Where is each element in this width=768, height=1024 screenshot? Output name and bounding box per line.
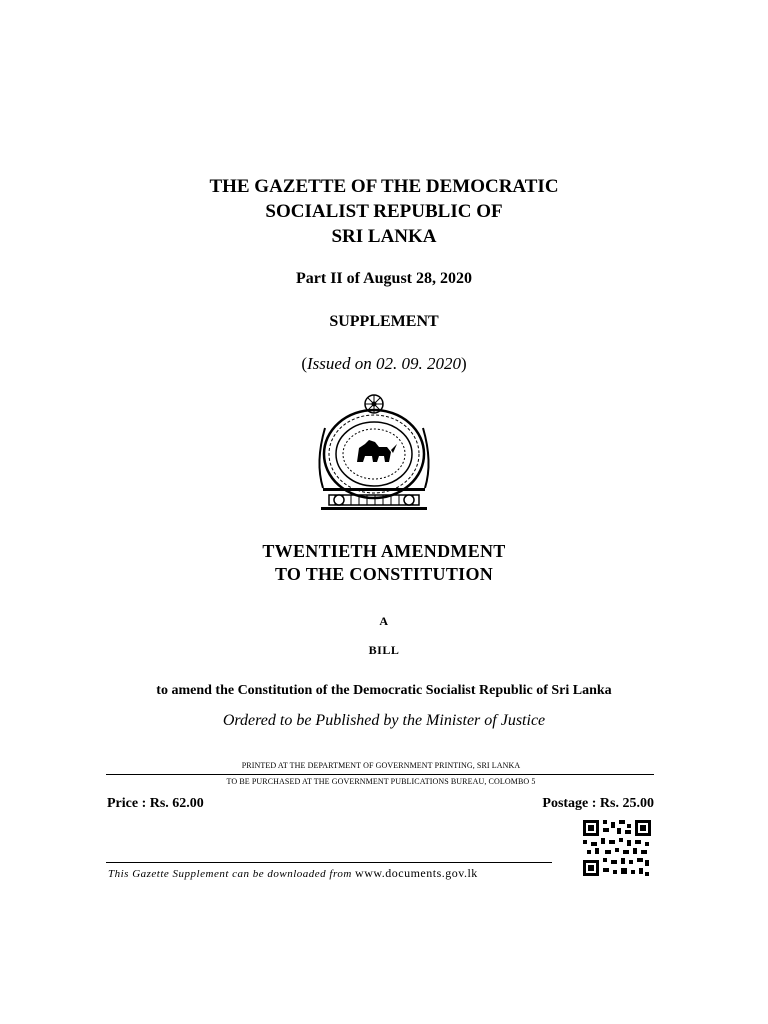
download-url[interactable]: www.documents.gov.lk [355, 866, 478, 880]
bill-long-title: to amend the Constitution of the Democratic Socialist Republic of Sri Lanka [156, 683, 612, 698]
lion-icon [357, 440, 397, 462]
article-a: A [379, 614, 389, 628]
issued-date: (Issued on 02. 09. 2020) [301, 354, 467, 373]
supplement-label: SUPPLEMENT [329, 313, 439, 330]
download-text: This Gazette Supplement can be downloaded from [108, 868, 352, 880]
postage: Postage : Rs. 25.00 [542, 796, 654, 811]
gazette-title-line-2: SOCIALIST REPUBLIC OF [265, 201, 503, 222]
printed-at: PRINTED AT THE DEPARTMENT OF GOVERNMENT PRINTING, SRI LANKA [241, 761, 521, 770]
price: Price : Rs. 62.00 [107, 796, 204, 811]
gazette-title [0, 174, 768, 249]
bill-title-line-2: TO THE CONSTITUTION [274, 564, 494, 584]
moon-icon [334, 495, 344, 505]
part-date: Part II of August 28, 2020 [295, 270, 472, 287]
qr-code [583, 820, 651, 876]
national-emblem [313, 392, 435, 520]
sun-icon [404, 495, 414, 505]
purchase-info: TO BE PURCHASED AT THE GOVERNMENT PUBLICATIONS BUREAU, COLOMBO 5 [226, 777, 536, 786]
divider [106, 774, 654, 775]
gazette-title-line-1: THE GAZETTE OF THE DEMOCRATIC [209, 176, 559, 197]
footer-divider [106, 862, 552, 863]
bill-label: BILL [368, 643, 400, 657]
bill-title [0, 540, 768, 586]
bill-title-line-1: TWENTIETH AMENDMENT [262, 541, 506, 561]
download-note [108, 866, 478, 881]
gazette-title-line-3: SRI LANKA [331, 226, 437, 247]
ordered-by: Ordered to be Published by the Minister of Justice [222, 712, 546, 729]
issued-date-text: Issued on 02. 09. 2020 [307, 354, 461, 373]
